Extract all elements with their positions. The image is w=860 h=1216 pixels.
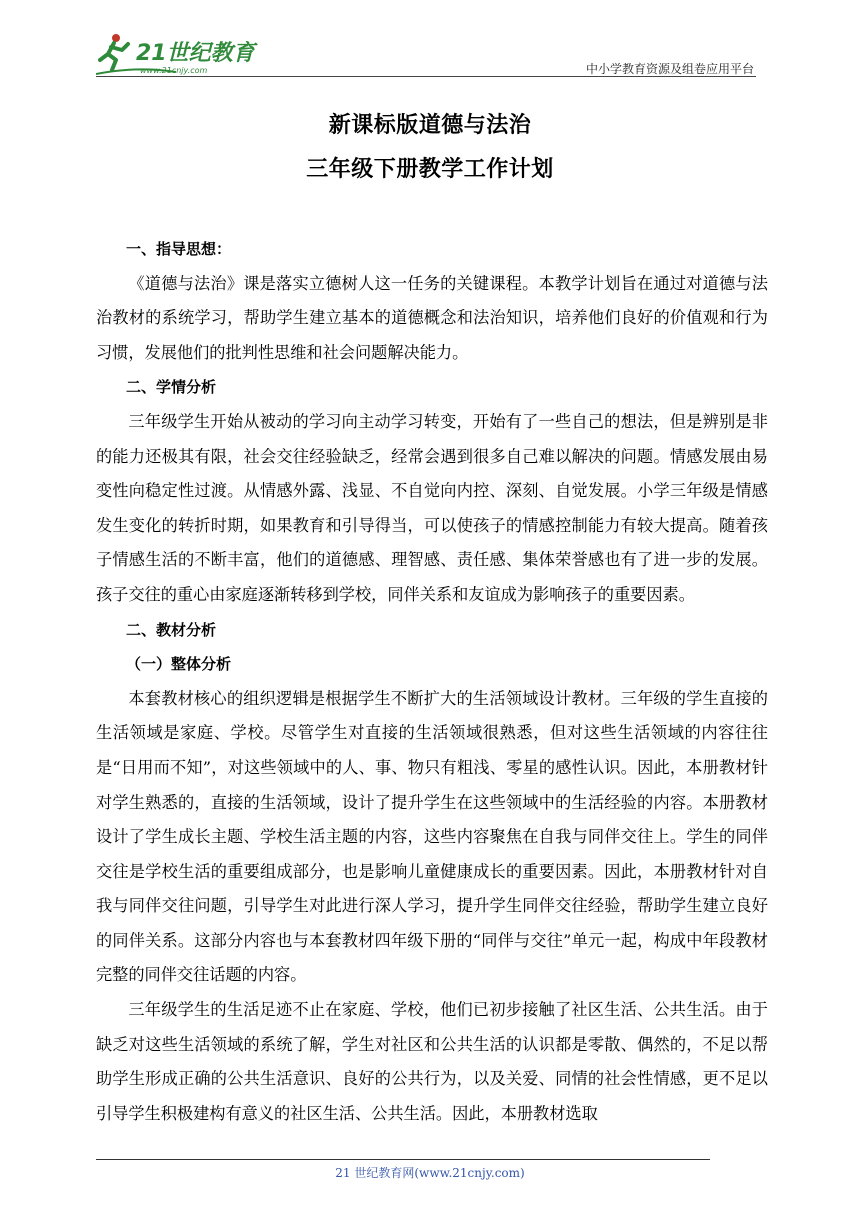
page-header — [0, 0, 860, 82]
section-heading: 二、学情分析 — [126, 378, 217, 397]
logo-text: 21世纪教育 — [136, 41, 255, 66]
section-heading: 二、教材分析 — [126, 620, 217, 639]
paragraph: 本套教材核心的组织逻辑是根据学生不断扩大的生活领域设计教材。三年级的学生直接的生活领域是家庭、学校。尽管学生对直接的生活领域很熟悉，但对这些生活领域的内容往往是“日用而不知”，对这些领域中的人、事、物只有粗浅、零星的感性认识。因此，本册教材针对学生熟悉的，直接的生活领域，设计了提升学生在这些领域中的生活经验的内容。本册教材设计了学生成长主题、学校生活主题的内容，这些内容聚焦在自我与同伴交往上。学生的同伴交往是学校生活的重要组成部分，也是影响儿童健康成长的重要因素。因此，本册教材针对自我与同伴交往问题，引导学生对此进行深人学习，提升学生同伴交往经验，帮助学生建立良好的同伴关系。这部分内容也与本套教材四年级下册的“同伴与交往”单元一起，构成中年段教材完整的同伴交往话题的内容。 — [96, 688, 768, 985]
platform-name: 中小学教育资源及组卷应用平台 — [585, 62, 754, 76]
document-subtitle: 三年级下册教学工作计划 — [306, 156, 554, 182]
runner-logo-icon — [96, 30, 266, 78]
paragraph: 三年级学生的生活足迹不止在家庭、学校，他们已初步接触了社区生活、公共生活。由于缺乏对这些生活领域的系统了解，学生对社区和公共生活的认识都是零散、偶然的，不足以帮助学生形成正确的公共生活意识、良好的公共行为，以及关爱、同情的社会性情感，更不足以引导学生积极建构有意义的社区生活、公共生活。因此，本册教材选取 — [96, 1000, 768, 1123]
header-divider — [96, 76, 756, 77]
document-title: 新课标版道德与法治 — [328, 112, 532, 138]
section-heading: 一、指导思想： — [126, 240, 232, 258]
paragraph: 三年级学生开始从被动的学习向主动学习转变，开始有了一些自己的想法，但是辨别是非的能力还极其有限，社会交往经验缺乏，经常会遇到很多自己难以解决的问题。情感发展由易变性向稳定性过渡。从情感外露、浅显、不自觉向内控、深刻、自觉发展。小学三年级是情感发生变化的转折时期，如果教育和引导得当，可以使孩子的情感控制能力有较大提高。随着孩子情感生活的不断丰富，他们的道德感、理智感、责任感、集体荣誉感也有了进一步的发展。孩子交往的重心由家庭逐渐转移到学校，同伴关系和友谊成为影响孩子的重要因素。 — [96, 411, 768, 604]
document-body — [96, 232, 768, 1131]
paragraph: 《道德与法治》课是落实立德树人这一任务的关键课程。本教学计划旨在通过对道德与法治教材的系统学习，帮助学生建立基本的道德概念和法治知识，培养他们良好的价值观和行为习惯，发展他们的批判性思维和社会问题解决能力。 — [96, 273, 768, 362]
site-logo[interactable] — [96, 30, 266, 78]
footer-divider — [96, 1159, 710, 1160]
page-footer[interactable]: 21 世纪教育网(www.21cnjy.com) — [335, 1166, 525, 1180]
subsection-heading: （一）整体分析 — [126, 655, 232, 674]
logo-url: www.21cnjy.com — [140, 66, 208, 75]
